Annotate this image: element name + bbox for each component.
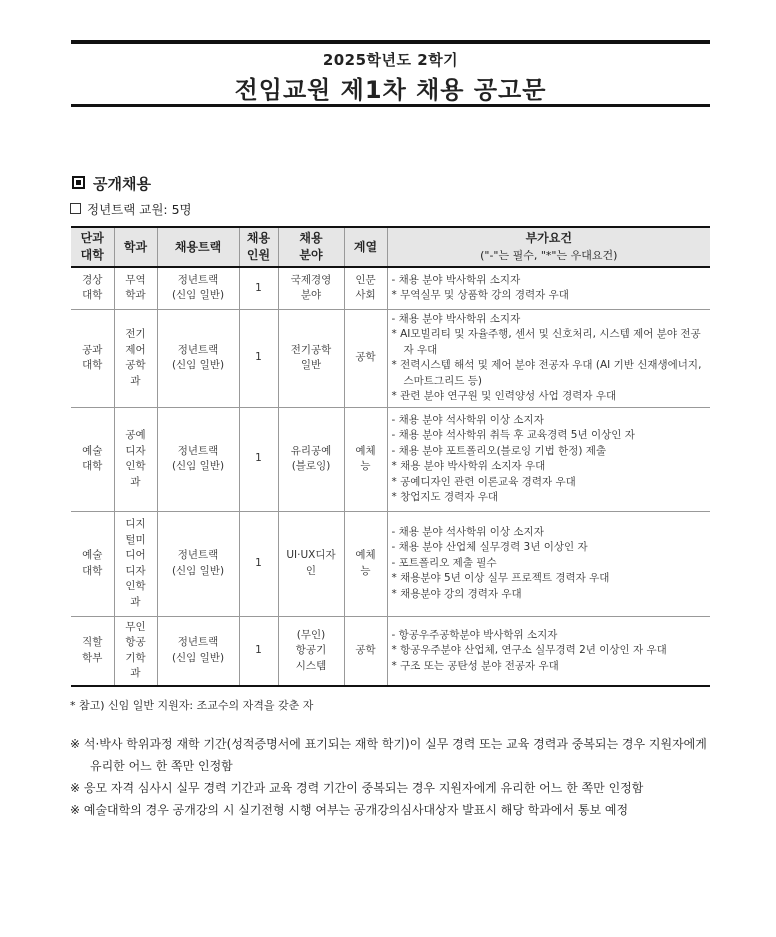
header-college: 단과 대학 (71, 227, 114, 267)
page-title: 전임교원 제1차 채용 공고문 (234, 76, 547, 104)
requirement-item: * 무역실무 및 상품학 강의 경력자 우대 (391, 289, 569, 302)
dept-cell: 무역 학과 (114, 267, 157, 309)
requirement-item: - 채용 분야 석사학위 이상 소지자 (391, 413, 544, 426)
requirements-title: 부가요건 (525, 231, 572, 245)
header-top-rule (71, 40, 710, 44)
requirement-item: - 채용 분야 석사학위 취득 후 교육경력 5년 이상인 자 (391, 429, 635, 441)
requirement-item: * 채용 분야 박사학위 소지자 우대 (391, 460, 546, 472)
header-series: 계열 (344, 227, 387, 267)
header-dept: 학과 (114, 227, 157, 267)
count-cell: 1 (239, 616, 278, 686)
recruitment-table (71, 226, 710, 687)
requirement-item: - 채용 분야 석사학위 이상 소지자 (391, 525, 544, 538)
requirement-item: * 관련 분야 연구원 및 인력양성 사업 경력자 우대 (391, 390, 617, 402)
field-cell: UI·UX디자 인 (278, 511, 344, 616)
requirement-item: * 항공우주분야 산업체, 연구소 실무경력 2년 이상인 자 우대 (391, 644, 667, 656)
requirement-item: * 전력시스템 해석 및 제어 분야 전공자 우대 (AI 기반 신재생에너지, 스마트그리드 등) (391, 359, 702, 387)
count-cell: 1 (239, 267, 278, 309)
note-item: ※ 응모 자격 심사시 실무 경력 기간과 교육 경력 기간이 중복되는 경우 지원자에게 유리한 어느 한 쪽만 인정함 (70, 781, 644, 795)
college-cell: 공과 대학 (71, 309, 114, 407)
track-cell: 정년트랙 (신임 일반) (157, 309, 239, 407)
requirements-cell (387, 309, 710, 407)
header-requirements (387, 227, 710, 267)
requirement-item: * AI모빌리티 및 자율주행, 센서 및 신호처리, 시스템 제어 분야 전공자 우대 (391, 328, 701, 356)
series-cell: 예체 능 (344, 407, 387, 511)
notes-list (70, 733, 720, 821)
dept-cell: 디지 털미 디어 디자 인학 과 (114, 511, 157, 616)
field-cell: (무인) 항공기 시스템 (278, 616, 344, 686)
field-cell: 국제경영 분야 (278, 267, 344, 309)
requirement-item: - 채용 분야 박사학위 소지자 (391, 273, 521, 286)
requirement-item: * 채용분야 5년 이상 실무 프로젝트 경력자 우대 (391, 572, 610, 585)
section-title: 공개채용 (93, 175, 151, 193)
series-cell: 공학 (344, 309, 387, 407)
requirements-cell (387, 616, 710, 686)
table-row (71, 407, 710, 511)
field-cell: 유리공예 (블로잉) (278, 407, 344, 511)
requirement-item: * 채용분야 강의 경력자 우대 (391, 587, 522, 600)
semester-heading: 2025학년도 2학기 (322, 51, 459, 69)
header-track: 채용트랙 (157, 227, 239, 267)
college-cell: 예술 대학 (71, 407, 114, 511)
requirement-item: - 채용 분야 박사학위 소지자 (391, 312, 521, 325)
empty-square-icon (70, 203, 81, 214)
requirement-item: - 포트폴리오 제출 필수 (391, 556, 497, 569)
requirement-item: * 공예디자인 관련 이론교육 경력자 우대 (391, 475, 576, 488)
track-cell: 정년트랙 (신임 일반) (157, 616, 239, 686)
section-subtitle (70, 200, 192, 218)
table-row (71, 616, 710, 686)
dept-cell: 무인 항공 기학 과 (114, 616, 157, 686)
filled-square-icon (72, 176, 85, 189)
college-cell: 경상 대학 (71, 267, 114, 309)
requirement-item: - 채용 분야 포트폴리오(블로잉 기법 한정) 제출 (391, 444, 607, 457)
count-cell: 1 (239, 407, 278, 511)
dept-cell: 전기 제어 공학 과 (114, 309, 157, 407)
series-cell: 예체 능 (344, 511, 387, 616)
field-cell: 전기공학 일반 (278, 309, 344, 407)
header-field: 채용 분야 (278, 227, 344, 267)
requirements-cell (387, 407, 710, 511)
count-cell: 1 (239, 309, 278, 407)
requirement-item: - 항공우주공학분야 박사학위 소지자 (391, 628, 558, 641)
note-item: ※ 예술대학의 경우 공개강의 시 실기전형 시행 여부는 공개강의심사대상자 발표시 해당 학과에서 통보 예정 (70, 803, 629, 817)
note-item: ※ 석·박사 학위과정 재학 기간(성적증명서에 표기되는 재학 학기)이 실무 경력 또는 교육 경력과 중복되는 경우 지원자에게 유리한 어느 한 쪽만 인정함 (70, 737, 707, 773)
series-cell: 공학 (344, 616, 387, 686)
table-row (71, 511, 710, 616)
header-bottom-rule (71, 104, 710, 107)
college-cell: 예술 대학 (71, 511, 114, 616)
requirement-item: * 구조 또는 공탄성 분야 전공자 우대 (391, 659, 559, 672)
requirements-cell (387, 267, 710, 309)
table-row (71, 309, 710, 407)
footnote: * 참고) 신임 일반 지원자: 조교수의 자격을 갖춘 자 (70, 699, 314, 712)
requirements-cell (387, 511, 710, 616)
section-heading (72, 173, 151, 194)
college-cell: 직할 학부 (71, 616, 114, 686)
header-count: 채용 인원 (239, 227, 278, 267)
dept-cell: 공예 디자 인학 과 (114, 407, 157, 511)
track-cell: 정년트랙 (신임 일반) (157, 511, 239, 616)
requirement-item: - 채용 분야 산업체 실무경력 3년 이상인 자 (391, 541, 588, 554)
track-cell: 정년트랙 (신임 일반) (157, 267, 239, 309)
requirement-item: * 창업지도 경력자 우대 (391, 491, 499, 503)
series-cell: 인문 사회 (344, 267, 387, 309)
count-cell: 1 (239, 511, 278, 616)
subtitle-text: 정년트랙 교원: 5명 (87, 202, 192, 217)
track-cell: 정년트랙 (신임 일반) (157, 407, 239, 511)
requirements-legend: ("-"는 필수, "*"는 우대요건) (480, 249, 618, 262)
table-row (71, 267, 710, 309)
table-header-row (71, 227, 710, 267)
